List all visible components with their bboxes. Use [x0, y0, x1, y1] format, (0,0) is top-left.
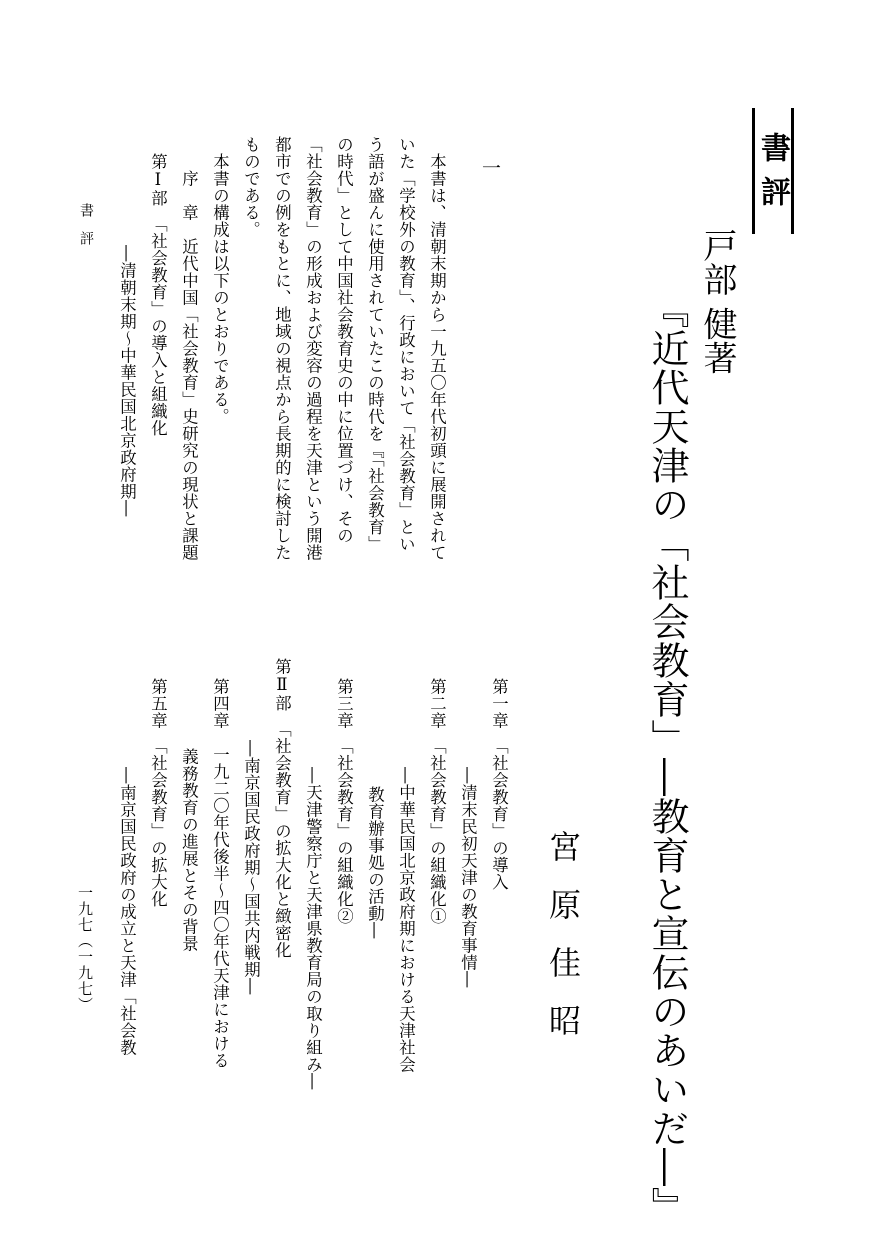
toc-line: 第一章 「社会教育」の導入 [489, 678, 509, 891]
body-column: 「社会教育」の形成および変容の過程を天津という開港 [303, 136, 323, 561]
body-column: の時代」として中国社会教育史の中に位置づけ、その [334, 136, 354, 544]
toc-line: 第五章 「社会教育」の拡大化 [148, 678, 168, 908]
page-number: 一九七（一九七） [76, 885, 94, 1013]
toc-line: 義務教育の進展とその背景 [179, 748, 199, 952]
section-label: 書評 [755, 132, 790, 220]
body-column: ものである。 [241, 136, 261, 238]
body-column: 都市での例をもとに、地域の視点から長期的に検討した [272, 136, 292, 561]
toc-line: ―南京国民政府の成立と天津「社会教 [117, 767, 137, 1056]
toc-line: ―南京国民政府期～国共内戦期― [241, 740, 261, 995]
toc-line: ―天津警察庁と天津県教育局の取り組み― [303, 767, 323, 1090]
toc-line: 第三章 「社会教育」の組織化② [334, 678, 354, 925]
toc-line: 第Ⅱ部 「社会教育」の拡大化と緻密化 [272, 658, 292, 959]
body-column: ―清朝末期～中華民国北京政府期― [117, 245, 137, 517]
body-column: いた「学校外の教育」、行政において「社会教育」とい [396, 136, 416, 553]
book-author: 戸部 健著 [697, 228, 737, 375]
toc-line: ―中華民国北京政府期における天津社会 [396, 767, 416, 1073]
body-column: 本書は、清朝末期から一九五〇年代初頭に展開されて [427, 153, 447, 561]
section-number: 一 [479, 158, 501, 177]
toc-line: 第四章 一九二〇年代後半～四〇年代天津における [210, 678, 230, 1069]
book-title: 『近代天津の「社会教育」―教育と宣伝のあいだ―』 [645, 290, 689, 1226]
label-rule-right [791, 108, 794, 234]
reviewer-name: 宮原佳昭 [544, 830, 582, 1062]
toc-line: ―清末民初天津の教育事情― [458, 767, 478, 988]
body-column: 序 章 近代中国「社会教育」史研究の現状と課題 [179, 170, 199, 561]
body-column: う語が盛んに使用されていたこの時代を『「社会教育」 [365, 136, 385, 553]
toc-line: 教育辦事処の活動― [365, 786, 385, 939]
body-column: 第Ⅰ部 「社会教育」の導入と組織化 [148, 153, 168, 437]
body-column: 本書の構成は以下のとおりである。 [210, 153, 230, 425]
running-header: 書評 [78, 203, 94, 259]
toc-line: 第二章 「社会教育」の組織化① [427, 678, 447, 925]
